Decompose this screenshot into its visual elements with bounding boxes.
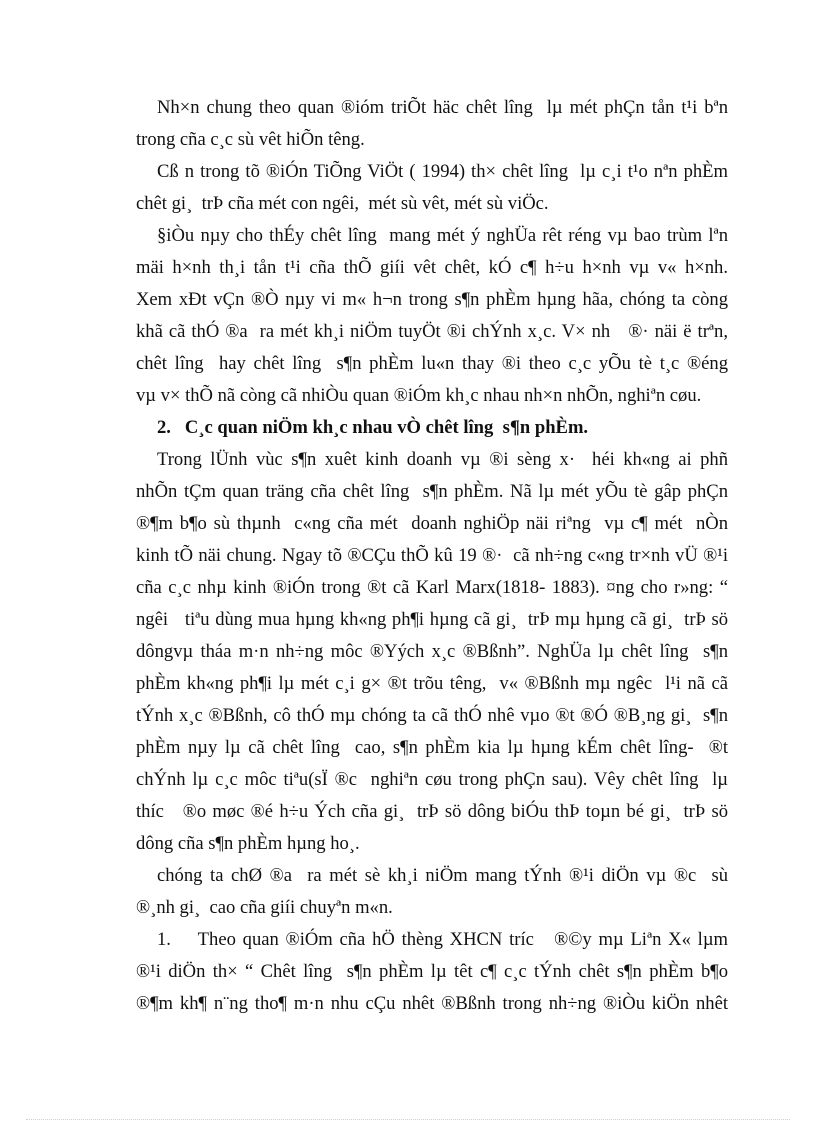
text-line: Xem xÐt vÇn ®Ò nµy vi m« h¬n trong s¶n phÈm hµng hãa, chóng ta còng: [136, 289, 728, 310]
text-line: Nh×n chung theo quan ®ióm triÕt häc chêt lîng lµ mét phÇn tån t¹i bªn: [157, 97, 728, 118]
text-line: 1. Theo quan ®iÓm cña hÖ thèng XHCN tríc ®©y mµ Liªn X« lµm: [157, 929, 728, 950]
text-line: Cß n trong tõ ®iÓn TiÕng ViÖt ( 1994) th× chêt lîng lµ c¸i t¹o nªn phÈm: [157, 161, 728, 182]
text-line: vµ v× thÕ nã còng cã nhiÒu quan ®iÓm kh¸c nhau nh×n nhÕn, nghiªn cøu.: [136, 385, 702, 406]
text-line: chêt gi¸ trÞ cña mét con ngêi, mét sù vêt, mét sù viÖc.: [136, 193, 549, 214]
text-line: dôngvµ tháa m·n nh÷ng môc ®Yých x¸c ®Bßnh”. NghÜa lµ chêt lîng s¶n: [136, 641, 728, 662]
text-line: mäi h×nh th¸i tån t¹i cña thÕ giíi vêt chêt, kÓ c¶ h÷u h×nh vµ v« h×nh.: [136, 257, 728, 278]
text-line: ®¶m kh¶ n¨ng tho¶ m·n nhu cÇu nhêt ®Bßnh trong nh÷ng ®iÒu kiÖn nhêt: [136, 993, 728, 1014]
text-line: chÝnh lµ c¸c môc tiªu(sÏ ®c nghiªn cøu trong phÇn sau). Vêy chêt lîng lµ: [136, 769, 728, 790]
text-line: chóng ta chØ ®a ra mét sè kh¸i niÖm mang tÝnh ®¹i diÖn vµ ®c sù: [157, 865, 728, 886]
text-line: dông cña s¶n phÈm hµng ho¸.: [136, 833, 360, 854]
text-line: §iÒu nµy cho thÉy chêt lîng mang mét ý nghÜa rêt réng vµ bao trùm lªn: [157, 225, 728, 246]
text-line: nhÕn tÇm quan träng cña chêt lîng s¶n phÈm. Nã lµ mét yÕu tè gâp phÇn: [136, 481, 728, 502]
text-line: chêt lîng hay chêt lîng s¶n phÈm lu«n thay ®i theo c¸c yÕu tè t¸c ®éng: [136, 353, 728, 374]
section-heading: 2. C¸c quan niÖm kh¸c nhau vÒ chêt lîng s¶n phÈm.: [157, 417, 589, 438]
text-line: ngêi tiªu dùng mua hµng kh«ng ph¶i hµng cã gi¸ trÞ mµ hµng cã gi¸ trÞ sö: [136, 609, 728, 630]
text-line: ®¶m b¶o sù thµnh c«ng cña mét doanh nghiÖp näi riªng vµ c¶ mét nÒn: [136, 513, 728, 534]
text-line: khã cã thÓ ®a ra mét kh¸i niÖm tuyÖt ®i chÝnh x¸c. V× nh ®· näi ë trªn,: [136, 321, 728, 342]
page-bottom-rule: [26, 1119, 790, 1120]
text-line: cña c¸c nhµ kinh ®iÓn trong ®t cã Karl Marx(1818- 1883). ¤ng cho r»ng: “: [136, 577, 728, 598]
text-line: ®¹i diÖn th× “ Chêt lîng s¶n phÈm lµ têt c¶ c¸c tÝnh chêt s¶n phÈm b¶o: [136, 961, 728, 982]
text-line: tÝnh x¸c ®Bßnh, cô thÓ mµ chóng ta cã thÓ nhê vµo ®t ®Ó ®B¸ng gi¸ s¶n: [136, 705, 728, 726]
text-line: ®¸nh gi¸ cao cña giíi chuyªn m«n.: [136, 897, 393, 918]
text-line: kinh tÕ näi chung. Ngay tõ ®CÇu thÕ kû 19 ®· cã nh÷ng c«ng tr×nh vÜ ®¹i: [136, 545, 728, 566]
text-line: phÈm kh«ng ph¶i lµ mét c¸i g× ®t trõu têng, v« ®Bßnh mµ ngêc l¹i nã cã: [136, 673, 728, 694]
text-line: thíc ®o møc ®é h÷u Ých cña gi¸ trÞ sö dông biÓu thÞ toµn bé gi¸ trÞ sö: [136, 801, 728, 822]
text-line: Trong lÜnh vùc s¶n xuêt kinh doanh vµ ®i sèng x· héi kh«ng ai phñ: [157, 449, 728, 470]
text-line: trong cña c¸c sù vêt hiÕn têng.: [136, 129, 365, 150]
document-page: [136, 92, 728, 1020]
text-line: phÈm nµy lµ cã chêt lîng cao, s¶n phÈm kia lµ hµng kÉm chêt lîng- ®t: [136, 737, 728, 758]
